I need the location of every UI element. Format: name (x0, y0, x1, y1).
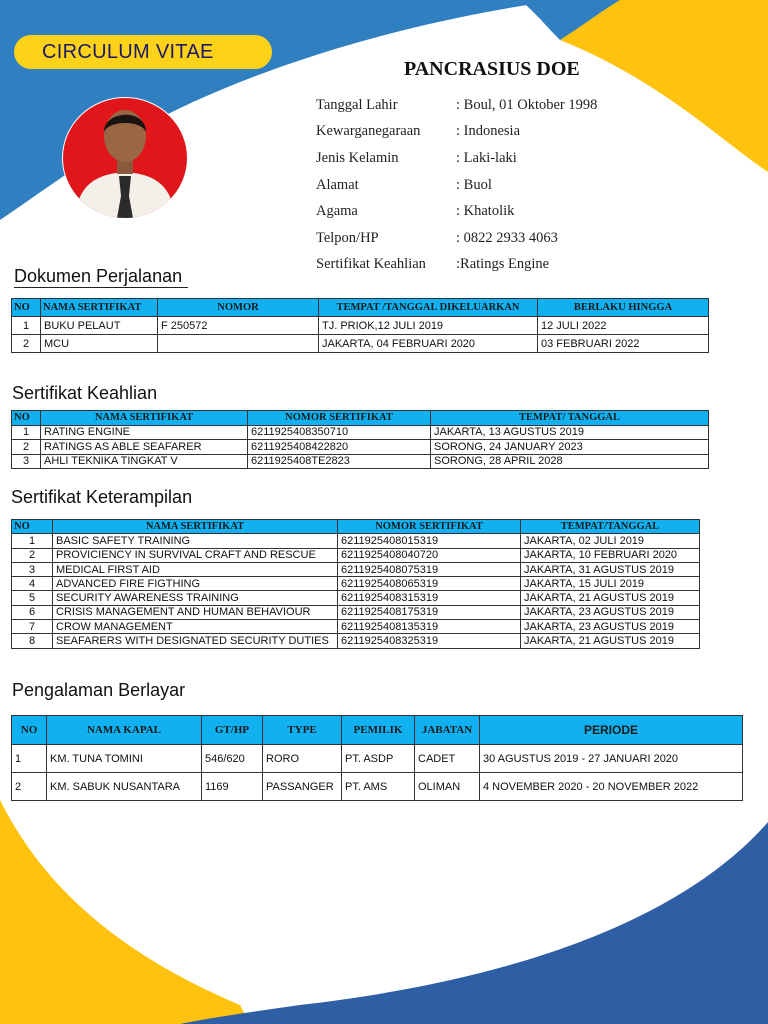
col-periode: PERIODE (480, 716, 743, 745)
table-row: 2 MCU JAKARTA, 04 FEBRUARI 2020 03 FEBRUARI 2022 (12, 335, 709, 353)
table-row: 2 KM. SABUK NUSANTARA 1169 PASSANGER PT. AMS OLIMAN 4 NOVEMBER 2020 - 20 NOVEMBER 2022 (12, 773, 743, 801)
col-nama-sertifikat: NAMA SERTIFIKAT (41, 299, 158, 317)
info-row-gender: Jenis Kelamin : Laki-laki (316, 149, 517, 166)
table-row: 1 KM. TUNA TOMINI 546/620 RORO PT. ASDP CADET 30 AGUSTUS 2019 - 27 JANUARI 2020 (12, 745, 743, 773)
table-row: 2 PROVICIENCY IN SURVIVAL CRAFT AND RESCUE 6211925408040720 JAKARTA, 10 FEBRUARI 2020 (12, 548, 700, 562)
col-nama-sertifikat: NAMA SERTIFIKAT (41, 411, 248, 426)
table-row: 5 SECURITY AWARENESS TRAINING 6211925408315319 JAKARTA, 21 AGUSTUS 2019 (12, 591, 700, 605)
col-nama-kapal: NAMA KAPAL (47, 716, 202, 745)
col-type: TYPE (263, 716, 342, 745)
table-row: 3 AHLI TEKNIKA TINGKAT V 6211925408TE2823 SORONG, 28 APRIL 2028 (12, 454, 709, 469)
table-dokumen (11, 298, 709, 353)
table-header (12, 299, 709, 317)
info-row-nationality: Kewarganegaraan : Indonesia (316, 123, 521, 140)
info-row-phone: Telpon/HP : 0822 2933 4063 (316, 229, 558, 246)
bottom-yellow-wave (0, 800, 250, 1024)
table-header (12, 520, 700, 534)
table-header (12, 716, 743, 745)
section-title-dokumen: Dokumen Perjalanan (14, 266, 188, 288)
col-no: NO (12, 411, 41, 426)
info-row-certificate: Sertifikat Keahlian :Ratings Engine (316, 256, 550, 273)
info-row-address: Alamat : Buol (316, 176, 492, 193)
col-no: NO (12, 520, 53, 534)
bottom-navy-wave (180, 822, 768, 1024)
col-jabatan: JABATAN (415, 716, 480, 745)
table-row: 8 SEAFARERS WITH DESIGNATED SECURITY DUTIES 6211925408325319 JAKARTA, 21 AGUSTUS 2019 (12, 634, 700, 648)
col-nomor: NOMOR (158, 299, 319, 317)
table-row: 1 RATING ENGINE 6211925408350710 JAKARTA, 13 AGUSTUS 2019 (12, 425, 709, 440)
cv-title-badge (14, 35, 272, 69)
personal-info (316, 92, 597, 278)
col-gt-hp: GT/HP (202, 716, 263, 745)
profile-photo (61, 96, 189, 220)
col-nama-sertifikat: NAMA SERTIFIKAT (53, 520, 338, 534)
col-nomor-sertifikat: NOMOR SERTIFIKAT (248, 411, 431, 426)
info-row-birth: Tanggal Lahir : Boul, 01 Oktober 1998 (316, 96, 598, 113)
table-row: 1 BASIC SAFETY TRAINING 6211925408015319 JAKARTA, 02 JULI 2019 (12, 534, 700, 548)
col-nomor-sertifikat: NOMOR SERTIFIKAT (338, 520, 521, 534)
info-row-religion: Agama : Khatolik (316, 203, 515, 220)
table-row: 3 MEDICAL FIRST AID 6211925408075319 JAKARTA, 31 AGUSTUS 2019 (12, 562, 700, 576)
col-no: NO (12, 716, 47, 745)
table-row: 2 RATINGS AS ABLE SEAFARER 6211925408422820 SORONG, 24 JANUARY 2023 (12, 440, 709, 455)
table-header (12, 411, 709, 426)
table-keterampilan (11, 519, 700, 649)
col-no: NO (12, 299, 41, 317)
col-tempat-tanggal: TEMPAT/ TANGGAL (431, 411, 709, 426)
section-title-keterampilan: Sertifikat Keterampilan (11, 487, 193, 507)
table-keahlian (11, 410, 709, 469)
table-pengalaman (11, 715, 743, 801)
col-tempat-tanggal: TEMPAT/TANGGAL (521, 520, 700, 534)
col-berlaku: BERLAKU HINGGA (538, 299, 709, 317)
table-row: 1 BUKU PELAUT F 250572 TJ. PRIOK,12 JULI 2019 12 JULI 2022 (12, 317, 709, 335)
section-title-pengalaman: Pengalaman Berlayar (12, 680, 186, 700)
col-pemilik: PEMILIK (342, 716, 415, 745)
table-row: 7 CROW MANAGEMENT 6211925408135319 JAKARTA, 23 AGUSTUS 2019 (12, 620, 700, 634)
section-title-keahlian: Sertifikat Keahlian (12, 383, 158, 403)
cv-title-text: CIRCULUM VITAE (42, 40, 214, 63)
col-tempat-tanggal: TEMPAT /TANGGAL DIKELUARKAN (319, 299, 538, 317)
candidate-name: PANCRASIUS DOE (404, 58, 580, 80)
table-row: 6 CRISIS MANAGEMENT AND HUMAN BEHAVIOUR 6211925408175319 JAKARTA, 23 AGUSTUS 2019 (12, 605, 700, 619)
table-row: 4 ADVANCED FIRE FIGTHING 6211925408065319 JAKARTA, 15 JULI 2019 (12, 577, 700, 591)
